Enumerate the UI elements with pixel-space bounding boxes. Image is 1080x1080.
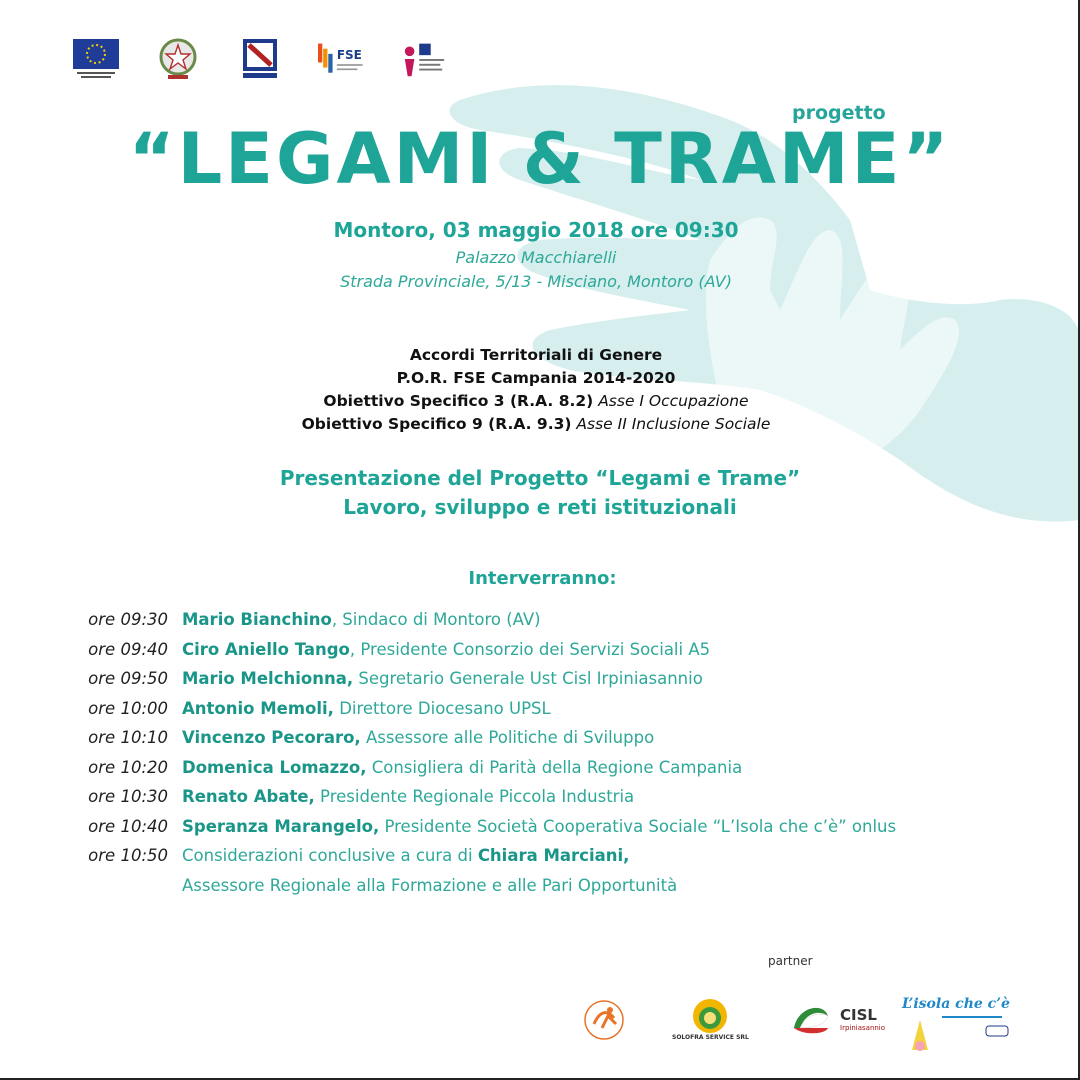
progetto-label: progetto bbox=[792, 102, 886, 124]
schedule-list bbox=[0, 605, 1080, 900]
solofra-name: SOLOFRA SERVICE SRL bbox=[672, 1034, 749, 1041]
project-info-line2: P.O.R. FSE Campania 2014-2020 bbox=[396, 369, 676, 387]
cisl-logo bbox=[790, 998, 885, 1040]
speaker-name: Chiara Marciani bbox=[477, 846, 624, 866]
speaker-name: Mario Melchionna, bbox=[182, 669, 354, 689]
speaker-name: Speranza Marangelo, bbox=[182, 816, 380, 836]
isola-name: L’isola che c’è bbox=[902, 996, 1010, 1012]
solofra-sun-icon bbox=[690, 996, 730, 1034]
solofra-service-logo bbox=[672, 996, 749, 1041]
speaker-role: , Presidente Consorzio dei Servizi Sociali A5 bbox=[349, 639, 711, 659]
presentation-line1: Presentazione del Progetto “Legami e Trame” bbox=[279, 466, 801, 490]
closing-role: Assessore Regionale alla Formazione e alle Pari Opportunità bbox=[182, 875, 678, 895]
isola-figure-icon bbox=[902, 1012, 1022, 1052]
schedule-time: ore 10:50 bbox=[88, 846, 168, 866]
isola-logo bbox=[902, 996, 1022, 1052]
presentation-line2: Lavoro, sviluppo e reti istituzionali bbox=[343, 495, 737, 519]
speaker-role: Consigliera di Parità della Regione Campania bbox=[366, 757, 743, 777]
speaker-role: , Sindaco di Montoro (AV) bbox=[331, 610, 541, 630]
project-title: “LEGAMI & TRAME” bbox=[128, 118, 952, 200]
schedule-time: ore 09:40 bbox=[88, 639, 168, 659]
schedule-time: ore 10:10 bbox=[88, 728, 168, 748]
speaker-role: Segretario Generale Ust Cisl Irpiniasannio bbox=[353, 669, 703, 689]
schedule-time: ore 10:20 bbox=[88, 757, 168, 777]
speaker-name: Mario Bianchino bbox=[182, 610, 332, 630]
event-date-time: Montoro, 03 maggio 2018 ore 09:30 bbox=[333, 218, 739, 242]
schedule-row bbox=[0, 605, 1080, 635]
cisl-name: CISL bbox=[840, 1006, 877, 1024]
institutional-logos bbox=[72, 36, 448, 82]
venue-name: Palazzo Macchiarelli bbox=[455, 248, 617, 267]
axis-2: Asse II Inclusione Sociale bbox=[576, 415, 771, 433]
italy-emblem-icon bbox=[154, 36, 202, 82]
speaker-role: Assessore alle Politiche di Sviluppo bbox=[360, 728, 655, 748]
objective-3: Obiettivo Specifico 3 (R.A. 8.2) bbox=[323, 392, 594, 410]
partner-logos bbox=[0, 996, 1080, 1056]
venue-address: Strada Provinciale, 5/13 - Misciano, Montoro (AV) bbox=[340, 272, 732, 291]
campania-region-icon bbox=[236, 36, 284, 82]
cisl-subtitle: Irpiniasannio bbox=[840, 1024, 886, 1032]
speaker-role: Presidente Regionale Piccola Industria bbox=[314, 787, 635, 807]
speakers-heading: Interverranno: bbox=[468, 568, 617, 589]
objective-9: Obiettivo Specifico 9 (R.A. 9.3) bbox=[301, 415, 572, 433]
schedule-row bbox=[0, 782, 1080, 812]
project-info-line1: Accordi Territoriali di Genere bbox=[409, 346, 663, 364]
speaker-name: Domenica Lomazzo, bbox=[182, 757, 367, 777]
schedule-row bbox=[0, 664, 1080, 694]
schedule-row bbox=[0, 812, 1080, 842]
event-venue bbox=[0, 246, 1072, 294]
cisl-flag-icon bbox=[790, 998, 832, 1040]
schedule-row-closing-cont bbox=[0, 871, 1080, 901]
schedule-time: ore 09:30 bbox=[88, 610, 168, 630]
speaker-name: Ciro Aniello Tango bbox=[182, 639, 350, 659]
speaker-role: Direttore Diocesano UPSL bbox=[333, 698, 551, 718]
schedule-time: ore 10:30 bbox=[88, 787, 168, 807]
axis-1: Asse I Occupazione bbox=[598, 392, 749, 410]
project-info bbox=[0, 344, 1072, 436]
schedule-row-closing bbox=[0, 841, 1080, 871]
presentation-title bbox=[0, 464, 1080, 522]
eu-flag-icon bbox=[72, 36, 120, 82]
schedule-row bbox=[0, 694, 1080, 724]
speaker-name: Renato Abate, bbox=[182, 787, 315, 807]
schedule-row bbox=[0, 753, 1080, 783]
schedule-row bbox=[0, 635, 1080, 665]
speaker-role: Presidente Società Cooperativa Sociale “L’Isola che c’è” onlus bbox=[379, 816, 897, 836]
speaker-name: Vincenzo Pecoraro, bbox=[182, 728, 361, 748]
partner-runner-logo-icon bbox=[578, 998, 632, 1042]
partner-label: partner bbox=[768, 954, 813, 968]
speaker-name: Antonio Memoli, bbox=[182, 698, 334, 718]
closing-suffix: , bbox=[623, 846, 630, 866]
schedule-time: ore 10:00 bbox=[88, 698, 168, 718]
closing-prefix: Considerazioni conclusive a cura di bbox=[182, 846, 478, 866]
ui-logo-icon bbox=[400, 36, 448, 82]
schedule-time: ore 10:40 bbox=[88, 816, 168, 836]
schedule-time: ore 09:50 bbox=[88, 669, 168, 689]
svg-text:FSE: FSE bbox=[336, 48, 362, 62]
fse-logo-icon bbox=[318, 36, 366, 82]
schedule-row bbox=[0, 723, 1080, 753]
